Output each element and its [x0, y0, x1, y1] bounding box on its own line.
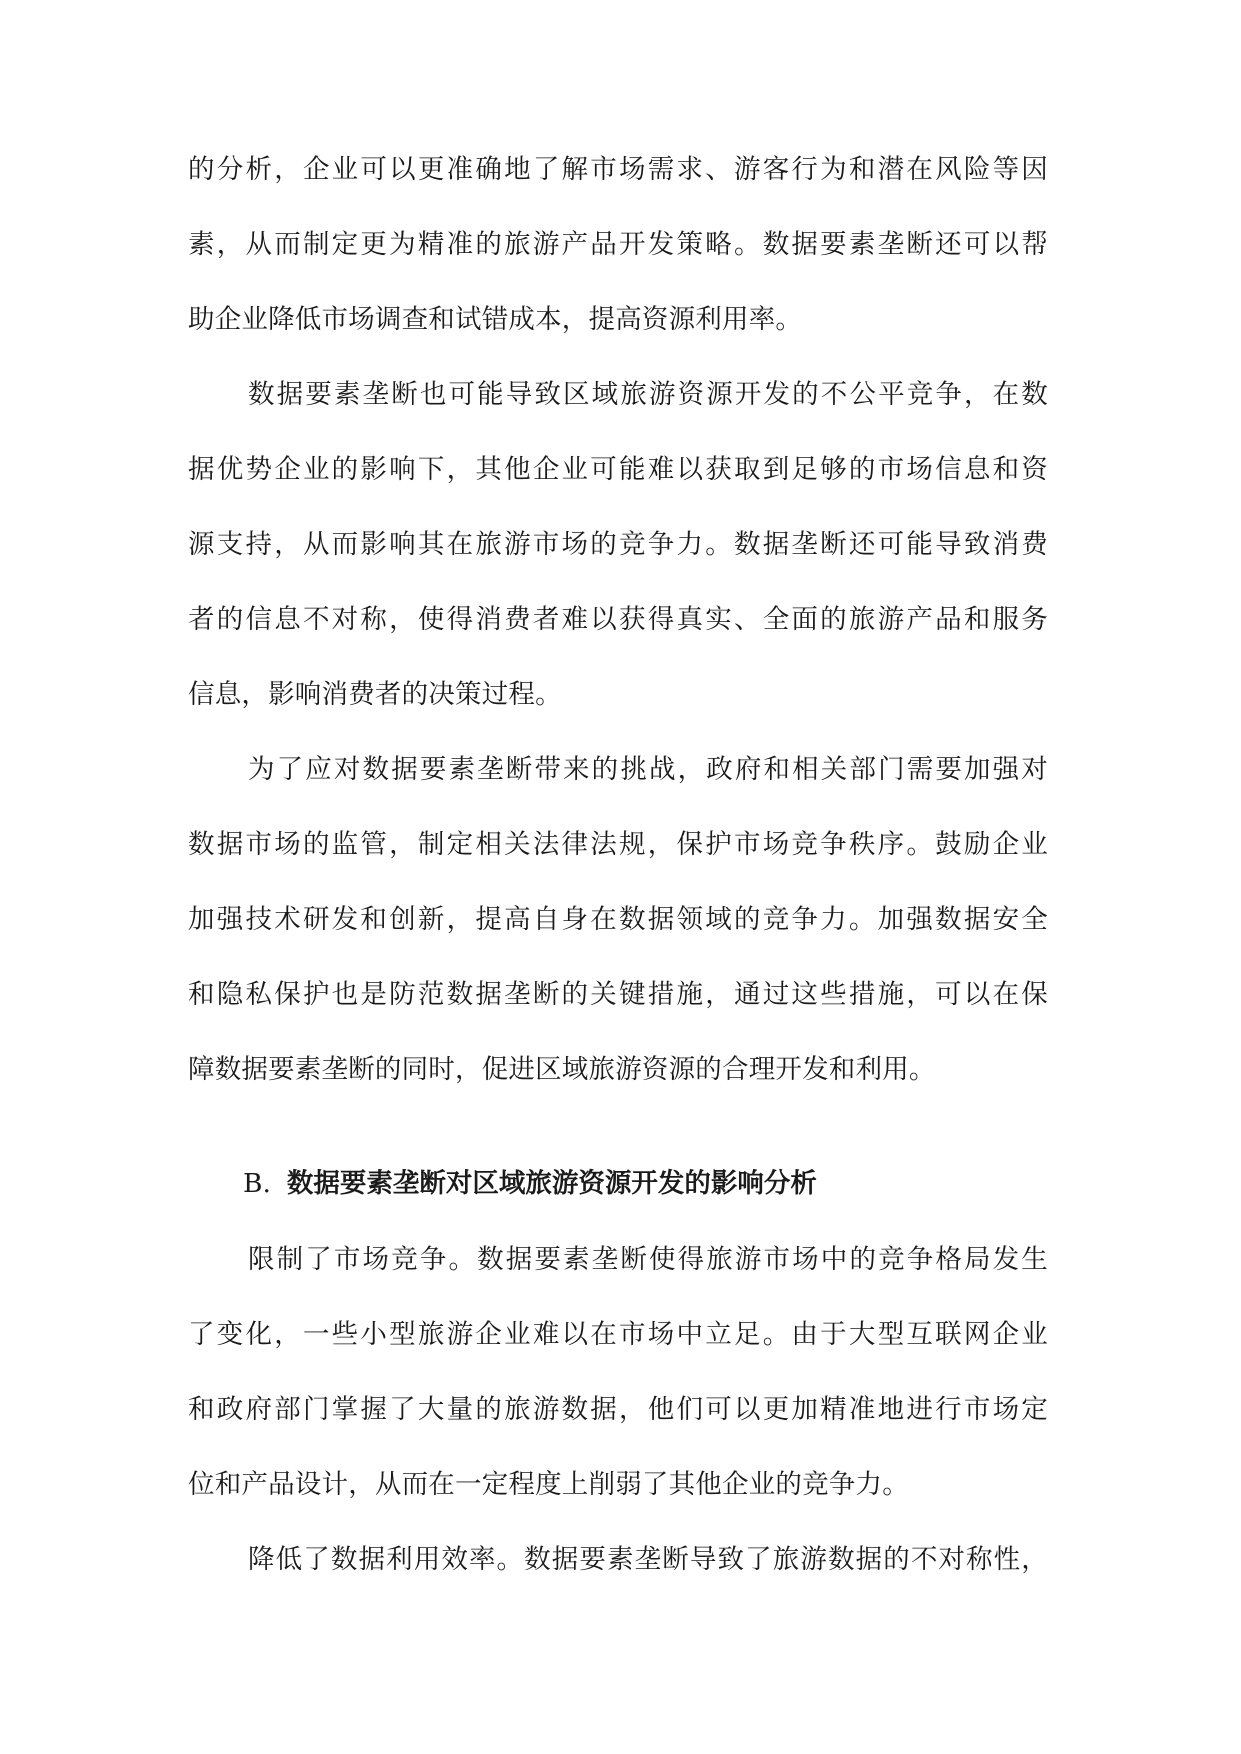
- paragraph-line: 源支持，从而影响其在旅游市场的竞争力。数据垄断还可能导致消费: [188, 529, 1048, 560]
- paragraph-line: 数据市场的监管，制定相关法律法规，保护市场竞争秩序。鼓励企业: [188, 829, 1048, 860]
- paragraph-line: 者的信息不对称，使得消费者难以获得真实、全面的旅游产品和服务: [188, 604, 1048, 635]
- paragraph-line: 助企业降低市场调查和试错成本，提高资源利用率。: [188, 304, 803, 335]
- paragraph-line: 了变化，一些小型旅游企业难以在市场中立足。由于大型互联网企业: [188, 1319, 1048, 1350]
- paragraph-line: 数据要素垄断也可能导致区域旅游资源开发的不公平竞争，在数: [248, 379, 1048, 410]
- paragraph-line: 素，从而制定更为精准的旅游产品开发策略。数据要素垄断还可以帮: [188, 229, 1048, 260]
- paragraph-line: 加强技术研发和创新，提高自身在数据领域的竞争力。加强数据安全: [188, 904, 1048, 935]
- paragraph-line: 限制了市场竞争。数据要素垄断使得旅游市场中的竞争格局发生: [248, 1244, 1048, 1275]
- paragraph-line: 障数据要素垄断的同时，促进区域旅游资源的合理开发和利用。: [188, 1054, 936, 1085]
- section-title: 数据要素垄断对区域旅游资源开发的影响分析: [286, 1168, 817, 1199]
- paragraph-line: 位和产品设计，从而在一定程度上削弱了其他企业的竞争力。: [188, 1469, 909, 1500]
- paragraph-line: 据优势企业的影响下，其他企业可能难以获取到足够的市场信息和资: [188, 454, 1048, 485]
- paragraph-line: 为了应对数据要素垄断带来的挑战，政府和相关部门需要加强对: [248, 754, 1048, 785]
- section-heading: [243, 1164, 817, 1204]
- paragraph-line: 和隐私保护也是防范数据垄断的关键措施，通过这些措施，可以在保: [188, 979, 1048, 1010]
- section-number: B.: [243, 1168, 271, 1199]
- paragraph-line: 和政府部门掌握了大量的旅游数据，他们可以更加精准地进行市场定: [188, 1394, 1048, 1425]
- paragraph-line: 信息，影响消费者的决策过程。: [188, 679, 562, 710]
- paragraph-line: 的分析，企业可以更准确地了解市场需求、游客行为和潜在风险等因: [188, 154, 1048, 185]
- paragraph-line: 降低了数据利用效率。数据要素垄断导致了旅游数据的不对称性，: [248, 1544, 1048, 1575]
